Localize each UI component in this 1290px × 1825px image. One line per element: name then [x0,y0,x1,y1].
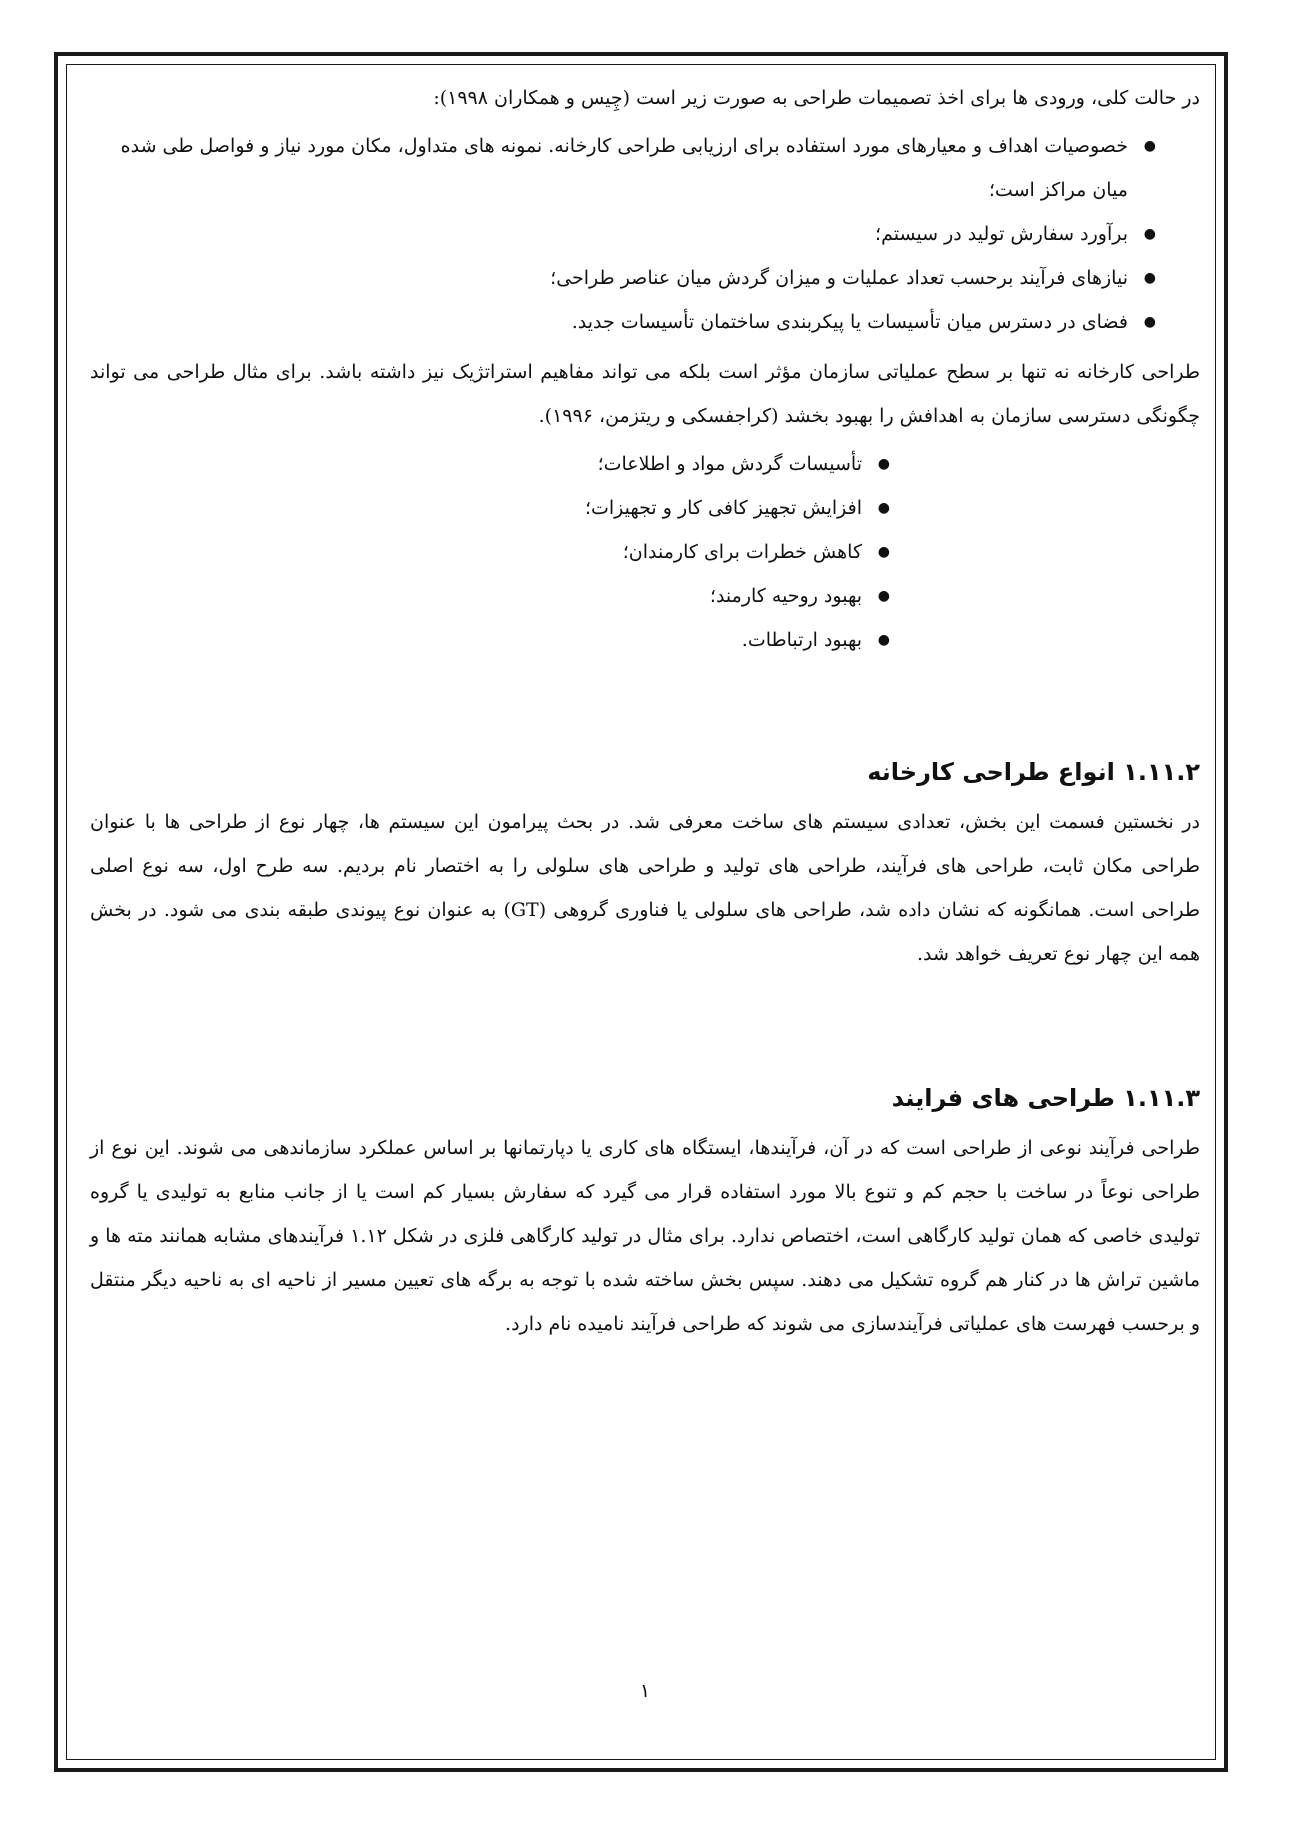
list-item: ● برآورد سفارش تولید در سیستم؛ [90,212,1156,256]
document-body [90,76,1200,1346]
list-item: ● تأسیسات گردش مواد و اطلاعات؛ [90,442,890,486]
strategic-paragraph: طراحی کارخانه نه تنها بر سطح عملیاتی سازمان مؤثر است بلکه می تواند مفاهیم استراتژیک نیز داشته باشد. برای مثال طراحی می تواند چگونگی دسترسی سازمان به اهدافش را بهبود بخشد (کراجفسکی و ریتزمن، ۱۹۹۶). [90,361,1200,427]
page-number: ۱ [639,1680,651,1702]
list-item: ● بهبود روحیه کارمند؛ [90,574,890,618]
list-item: ● افزایش تجهیز کافی کار و تجهیزات؛ [90,486,890,530]
intro-paragraph: در حالت کلی، ورودی ها برای اخذ تصمیمات طراحی به صورت زیر است (چِیس و همکاران ۱۹۹۸): [433,87,1200,109]
benefits-list [90,442,1200,662]
list-item: ● خصوصیات اهداف و معیارهای مورد استفاده برای ارزیابی طراحی کارخانه. نمونه های متداول، مکان مورد نیاز و فواصل طی شده میان مراکز است؛ [90,124,1156,212]
list-item: ● کاهش خطرات برای کارمندان؛ [90,530,890,574]
inputs-list [90,124,1200,344]
section-paragraph-plant-layout-types: در نخستین فسمت این بخش، تعدادی سیستم های ساخت معرفی شد. در بحث پیرامون این سیستم ها، چهار نوع از طراحی ها با عنوان طراحی مکان ثابت، طراحی های فرآیند، طراحی های تولید و طراحی های سلولی را به اختصار نام بردیم. سه طرح اول، سه نوع اصلی طراحی است. همانگونه که نشان داده شد، طراحی های سلولی یا فناوری گروهی (GT) به عنوان نوع پیوندی طبقه بندی می شود. در بخش همه این چهار نوع تعریف خواهد شد. [90,811,1200,965]
list-item: ● فضای در دسترس میان تأسیسات یا پیکربندی ساختمان تأسیسات جدید. [90,300,1156,344]
section-heading-process-layouts: ۱.۱۱.۳ طراحی های فرایند [891,1084,1200,1112]
section-paragraph-process-layouts: طراحی فرآیند نوعی از طراحی است که در آن، فرآیندها، ایستگاه های کاری یا دپارتمانها بر اساس عملکرد سازماندهی می شوند. این نوع از طراحی نوعاً در ساخت با حجم کم و تنوع بالا مورد استفاده قرار می گیرد که سفارش بسیار کم است یا از جانب منابع به تولیدی یا گروه تولیدی خاصی که همان تولید کارگاهی است، اختصاص ندارد. برای مثال در تولید کارگاهی فلزی در شکل ۱.۱۲ فرآیندهای مشابه همانند مته ها و ماشین تراش ها در کنار هم گروه تشکیل می دهند. سپس بخش ساخته شده با توجه به برگه های تعیین مسیر از ناحیه ای به ناحیه دیگر منتقل و برحسب فهرست های عملیاتی فرآیندسازی می شوند که طراحی فرآیند نامیده نام دارد. [90,1137,1200,1335]
list-item: ● نیازهای فرآیند برحسب تعداد عملیات و میزان گردش میان عناصر طراحی؛ [90,256,1156,300]
list-item: ● بهبود ارتباطات. [90,618,890,662]
section-heading-plant-layout-types: ۱.۱۱.۲ انواع طراحی کارخانه [867,758,1200,786]
